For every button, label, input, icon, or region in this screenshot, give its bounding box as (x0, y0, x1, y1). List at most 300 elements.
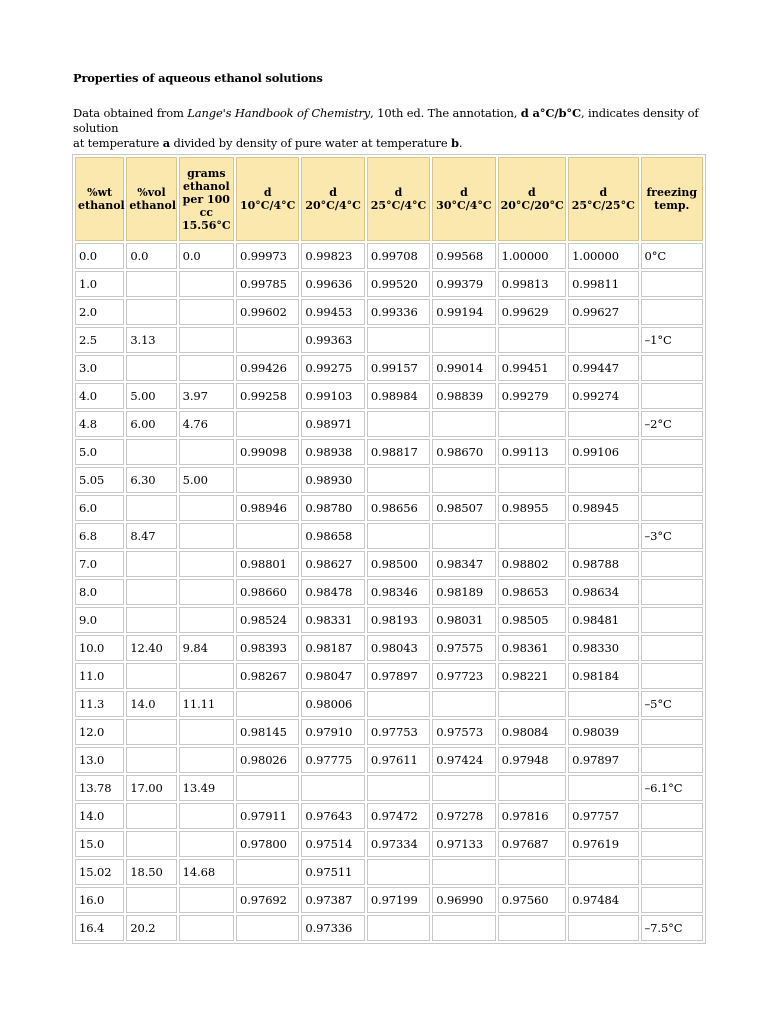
table-cell: 0.99520 (367, 271, 430, 297)
table-cell: 0.97775 (301, 747, 364, 773)
table-cell: 0.97687 (498, 831, 566, 857)
table-cell: 6.00 (126, 411, 176, 437)
table-cell (641, 439, 703, 465)
column-header-line: 20°C/20°C (500, 199, 564, 212)
table-cell: 0.99279 (498, 383, 566, 409)
table-cell (568, 691, 638, 717)
table-cell (126, 803, 176, 829)
table-row (75, 635, 703, 661)
table-cell: 1.00000 (498, 243, 566, 269)
column-header-line: cc (199, 205, 214, 219)
table-cell (236, 411, 299, 437)
table-row (75, 831, 703, 857)
intro-line2-start: at temperature (73, 136, 163, 150)
column-header-line: ethanol (182, 179, 230, 193)
table-cell: 0.97643 (301, 803, 364, 829)
table-cell (367, 411, 430, 437)
column-header-line: per 100 (182, 192, 230, 206)
table-cell (179, 831, 234, 857)
table-cell: 0.99363 (301, 327, 364, 353)
table-cell: 15.0 (75, 831, 124, 857)
table-cell (236, 691, 299, 717)
table-cell (179, 607, 234, 633)
table-cell: 0.99258 (236, 383, 299, 409)
table-row (75, 495, 703, 521)
table-cell (236, 523, 299, 549)
column-header (179, 157, 234, 241)
table-cell: 0.98361 (498, 635, 566, 661)
table-cell (179, 719, 234, 745)
table-cell: 0.99708 (367, 243, 430, 269)
table-cell: 0.98330 (568, 635, 638, 661)
table-cell (568, 775, 638, 801)
table-cell: 0.98039 (568, 719, 638, 745)
table-cell: 13.49 (179, 775, 234, 801)
table-cell: 10.0 (75, 635, 124, 661)
table-cell: 0.98047 (301, 663, 364, 689)
table-row (75, 523, 703, 549)
table-cell: 0.98393 (236, 635, 299, 661)
table-cell: 0.97619 (568, 831, 638, 857)
column-header-line: 20°C/4°C (305, 199, 361, 212)
column-header-line: 25°C/25°C (571, 199, 635, 212)
table-cell (367, 467, 430, 493)
table-cell: 0.98524 (236, 607, 299, 633)
table-cell: 20.2 (126, 915, 176, 941)
table-cell (126, 439, 176, 465)
intro-middle: , 10th ed. The annotation, (370, 106, 521, 120)
table-cell: 0.99447 (568, 355, 638, 381)
table-cell: 0.99113 (498, 439, 566, 465)
table-cell: 11.0 (75, 663, 124, 689)
table-cell: 0.98984 (367, 383, 430, 409)
table-cell: 0.98193 (367, 607, 430, 633)
table-cell: 0.98801 (236, 551, 299, 577)
table-cell (432, 327, 495, 353)
table-row (75, 467, 703, 493)
table-cell (179, 439, 234, 465)
table-cell: 0.98478 (301, 579, 364, 605)
table-cell: 0.97472 (367, 803, 430, 829)
column-header (568, 157, 638, 241)
table-cell: 2.0 (75, 299, 124, 325)
table-row (75, 719, 703, 745)
table-cell (641, 495, 703, 521)
table-cell: 8.47 (126, 523, 176, 549)
table-cell: 15.02 (75, 859, 124, 885)
table-cell (641, 607, 703, 633)
table-row (75, 859, 703, 885)
table-cell: 0.0 (75, 243, 124, 269)
table-cell: 0.98955 (498, 495, 566, 521)
column-header-line: grams (187, 166, 226, 180)
table-cell: 0.99973 (236, 243, 299, 269)
table-cell: 0.97816 (498, 803, 566, 829)
column-header-line: d (394, 186, 403, 199)
column-header-line: d (460, 186, 468, 199)
table-cell (179, 747, 234, 773)
table-cell (367, 915, 430, 941)
intro-paragraph (73, 106, 713, 151)
table-row (75, 327, 703, 353)
table-cell: 13.78 (75, 775, 124, 801)
table-cell: 0.97133 (432, 831, 495, 857)
table-cell: –5°C (641, 691, 703, 717)
table-cell (126, 579, 176, 605)
table-row (75, 383, 703, 409)
table-cell (126, 299, 176, 325)
table-cell (641, 859, 703, 885)
table-cell: 0.99568 (432, 243, 495, 269)
table-cell (641, 635, 703, 661)
table-cell: 0.99106 (568, 439, 638, 465)
table-cell: 0.97757 (568, 803, 638, 829)
table-cell: 0.98780 (301, 495, 364, 521)
table-cell (568, 327, 638, 353)
table-cell: 0.98006 (301, 691, 364, 717)
table-cell (126, 271, 176, 297)
table-row (75, 747, 703, 773)
intro-annotation: d a°C/b°C (520, 106, 581, 120)
table-body (75, 243, 703, 941)
table-cell: 3.97 (179, 383, 234, 409)
column-header (301, 157, 364, 241)
table-cell (432, 523, 495, 549)
table-cell: 8.0 (75, 579, 124, 605)
column-header-line: 15.56°C (181, 218, 231, 232)
table-cell: 7.0 (75, 551, 124, 577)
table-cell: 0.97723 (432, 663, 495, 689)
table-cell (236, 775, 299, 801)
intro-end: . (458, 136, 463, 150)
table-cell (641, 271, 703, 297)
table-cell: 0.99636 (301, 271, 364, 297)
table-cell: 0.98189 (432, 579, 495, 605)
table-cell: –3°C (641, 523, 703, 549)
table-cell: 0.97911 (236, 803, 299, 829)
table-cell: 0.97897 (367, 663, 430, 689)
ethanol-properties-table (72, 154, 706, 944)
intro-book-title: Lange's Handbook of Chemistry (187, 106, 371, 120)
table-cell: 0.99014 (432, 355, 495, 381)
table-cell (236, 915, 299, 941)
table-cell (126, 663, 176, 689)
table-cell: 0.97511 (301, 859, 364, 885)
table-cell: 0.98938 (301, 439, 364, 465)
table-cell (126, 355, 176, 381)
table-cell: 0.99379 (432, 271, 495, 297)
table-row (75, 607, 703, 633)
column-header-line: ethanol (129, 199, 177, 212)
table-row (75, 579, 703, 605)
table-cell (126, 495, 176, 521)
table-cell: 1.0 (75, 271, 124, 297)
table-cell (498, 523, 566, 549)
table-cell: 0.98627 (301, 551, 364, 577)
table-cell (179, 271, 234, 297)
table-cell: 5.00 (179, 467, 234, 493)
table-cell: 0.99098 (236, 439, 299, 465)
intro-prefix: Data obtained from (73, 106, 188, 120)
table-row (75, 355, 703, 381)
table-cell (568, 523, 638, 549)
table-cell (641, 551, 703, 577)
column-header (236, 157, 299, 241)
table-cell: 17.00 (126, 775, 176, 801)
table-cell: 0.0 (126, 243, 176, 269)
table-cell: 0.98505 (498, 607, 566, 633)
column-header-line: d (527, 186, 536, 199)
table-cell (179, 663, 234, 689)
table-cell: 0.98221 (498, 663, 566, 689)
column-header-line: 10°C/4°C (239, 199, 296, 212)
table-cell: 5.05 (75, 467, 124, 493)
table-cell (179, 803, 234, 829)
table-row (75, 551, 703, 577)
column-header-line: %wt (87, 186, 113, 199)
table-cell (126, 831, 176, 857)
column-header-line: ethanol (78, 199, 125, 212)
table-cell: 4.0 (75, 383, 124, 409)
table-cell: 11.11 (179, 691, 234, 717)
table-cell: 0.99629 (498, 299, 566, 325)
table-cell: 0.98331 (301, 607, 364, 633)
table-cell: 0.99785 (236, 271, 299, 297)
table-cell (126, 607, 176, 633)
table-cell: 0.97575 (432, 635, 495, 661)
table-row (75, 663, 703, 689)
table-cell: 0.97948 (498, 747, 566, 773)
table-cell: 0.99453 (301, 299, 364, 325)
table-cell: 0.97424 (432, 747, 495, 773)
table-cell (432, 775, 495, 801)
intro-var-a: a (162, 136, 171, 150)
table-cell (126, 551, 176, 577)
table-cell: 0.98187 (301, 635, 364, 661)
table-cell: 0.97387 (301, 887, 364, 913)
table-cell: 0.98634 (568, 579, 638, 605)
table-cell (641, 663, 703, 689)
table-cell: 0.98802 (498, 551, 566, 577)
table-cell: 6.0 (75, 495, 124, 521)
table-row (75, 775, 703, 801)
table-cell (179, 551, 234, 577)
column-header (367, 157, 430, 241)
table-cell (179, 579, 234, 605)
table-cell: 14.0 (75, 803, 124, 829)
table-cell: 0.0 (179, 243, 234, 269)
table-cell (367, 523, 430, 549)
table-cell: 9.84 (179, 635, 234, 661)
table-cell: 12.40 (126, 635, 176, 661)
table-cell (641, 383, 703, 409)
table-cell (498, 859, 566, 885)
table-row (75, 299, 703, 325)
table-cell (641, 831, 703, 857)
table-cell (367, 775, 430, 801)
column-header-line: d (599, 186, 608, 199)
table-cell: 0.98507 (432, 495, 495, 521)
table-cell (498, 327, 566, 353)
table-cell: 0.99157 (367, 355, 430, 381)
table-cell: –2°C (641, 411, 703, 437)
table-row (75, 439, 703, 465)
column-header-line: temp. (654, 199, 690, 212)
table-cell: 3.13 (126, 327, 176, 353)
table-cell: 0.99451 (498, 355, 566, 381)
table-cell: 0.98031 (432, 607, 495, 633)
table-cell: 0.98653 (498, 579, 566, 605)
table-cell (432, 411, 495, 437)
table-cell: 0.98145 (236, 719, 299, 745)
table-cell: 4.76 (179, 411, 234, 437)
table-cell: 0.97560 (498, 887, 566, 913)
table-cell: 0.98026 (236, 747, 299, 773)
table-cell: 0.98817 (367, 439, 430, 465)
table-cell: 0.97753 (367, 719, 430, 745)
table-cell (432, 467, 495, 493)
table-row (75, 915, 703, 941)
table-cell: 0.98084 (498, 719, 566, 745)
table-cell (641, 719, 703, 745)
table-cell: 0.97573 (432, 719, 495, 745)
column-header (432, 157, 495, 241)
table-cell (641, 579, 703, 605)
table-cell: 9.0 (75, 607, 124, 633)
table-cell: 3.0 (75, 355, 124, 381)
table-cell (236, 467, 299, 493)
column-header-line: %vol (137, 186, 166, 199)
table-cell: –6.1°C (641, 775, 703, 801)
table-cell: 0°C (641, 243, 703, 269)
table-cell: 0.98656 (367, 495, 430, 521)
intro-line1-end: , indicates density of solution (73, 106, 699, 135)
table-cell: 0.97514 (301, 831, 364, 857)
table-cell (179, 915, 234, 941)
table-cell: 16.0 (75, 887, 124, 913)
column-header (75, 157, 124, 241)
table-cell: 0.97692 (236, 887, 299, 913)
table-cell (179, 887, 234, 913)
table-cell: 18.50 (126, 859, 176, 885)
table-cell (179, 355, 234, 381)
table-cell: 0.98346 (367, 579, 430, 605)
column-header (498, 157, 566, 241)
table-cell (301, 775, 364, 801)
table-cell: 16.4 (75, 915, 124, 941)
table-cell (179, 495, 234, 521)
table-cell: 0.99426 (236, 355, 299, 381)
table-cell: 0.97334 (367, 831, 430, 857)
table-cell (179, 523, 234, 549)
table-cell (641, 803, 703, 829)
table-cell: 0.98971 (301, 411, 364, 437)
table-cell (432, 915, 495, 941)
table-cell: 0.99813 (498, 271, 566, 297)
table-cell: 13.0 (75, 747, 124, 773)
table-cell: 12.0 (75, 719, 124, 745)
table-cell (568, 467, 638, 493)
table-cell (236, 859, 299, 885)
table-cell: 14.0 (126, 691, 176, 717)
table-header-row (75, 157, 703, 241)
table-cell (641, 747, 703, 773)
table-cell: 0.99275 (301, 355, 364, 381)
table-cell: 1.00000 (568, 243, 638, 269)
table-cell: 0.97199 (367, 887, 430, 913)
table-cell: 0.97336 (301, 915, 364, 941)
column-header-line: 25°C/4°C (370, 199, 427, 212)
table-cell (498, 691, 566, 717)
table-cell (568, 859, 638, 885)
table-row (75, 887, 703, 913)
table-cell: 0.97484 (568, 887, 638, 913)
table-cell (367, 691, 430, 717)
table-cell: 0.97897 (568, 747, 638, 773)
table-cell (236, 327, 299, 353)
table-cell: 0.98658 (301, 523, 364, 549)
table-cell (498, 915, 566, 941)
table-cell: 5.00 (126, 383, 176, 409)
table-cell: 0.99336 (367, 299, 430, 325)
table-cell: 14.68 (179, 859, 234, 885)
table-cell: 0.98945 (568, 495, 638, 521)
table-cell: 0.99103 (301, 383, 364, 409)
table-cell: 0.97910 (301, 719, 364, 745)
table-cell: 0.98660 (236, 579, 299, 605)
table-cell (126, 887, 176, 913)
table-cell: 2.5 (75, 327, 124, 353)
table-cell: 0.98670 (432, 439, 495, 465)
table-cell: 0.99823 (301, 243, 364, 269)
table-cell (568, 915, 638, 941)
intro-var-b: b (451, 136, 459, 150)
table-cell (179, 327, 234, 353)
table-cell: 0.96990 (432, 887, 495, 913)
table-cell: 0.98043 (367, 635, 430, 661)
table-cell: 0.98930 (301, 467, 364, 493)
table-cell (568, 411, 638, 437)
table-cell: 0.97611 (367, 747, 430, 773)
table-cell: 11.3 (75, 691, 124, 717)
column-header (641, 157, 703, 241)
table-row (75, 411, 703, 437)
column-header-line: freezing (646, 186, 698, 199)
page-title: Properties of aqueous ethanol solutions (73, 71, 323, 85)
table-cell (498, 411, 566, 437)
table-cell (367, 859, 430, 885)
table-cell: 6.8 (75, 523, 124, 549)
column-header (126, 157, 176, 241)
table-cell (641, 355, 703, 381)
table-cell: –1°C (641, 327, 703, 353)
table-row (75, 271, 703, 297)
table-cell (432, 859, 495, 885)
table-cell (367, 327, 430, 353)
intro-line2-middle: divided by density of pure water at temperature (170, 136, 452, 150)
table-cell (641, 887, 703, 913)
table-cell: 0.98500 (367, 551, 430, 577)
table-cell: 0.97800 (236, 831, 299, 857)
table-cell: –7.5°C (641, 915, 703, 941)
table-cell: 5.0 (75, 439, 124, 465)
table-cell: 0.98184 (568, 663, 638, 689)
table-cell: 0.98267 (236, 663, 299, 689)
table-cell: 0.99627 (568, 299, 638, 325)
column-header-line: 30°C/4°C (436, 199, 492, 212)
table-cell: 0.98788 (568, 551, 638, 577)
table-cell (432, 691, 495, 717)
